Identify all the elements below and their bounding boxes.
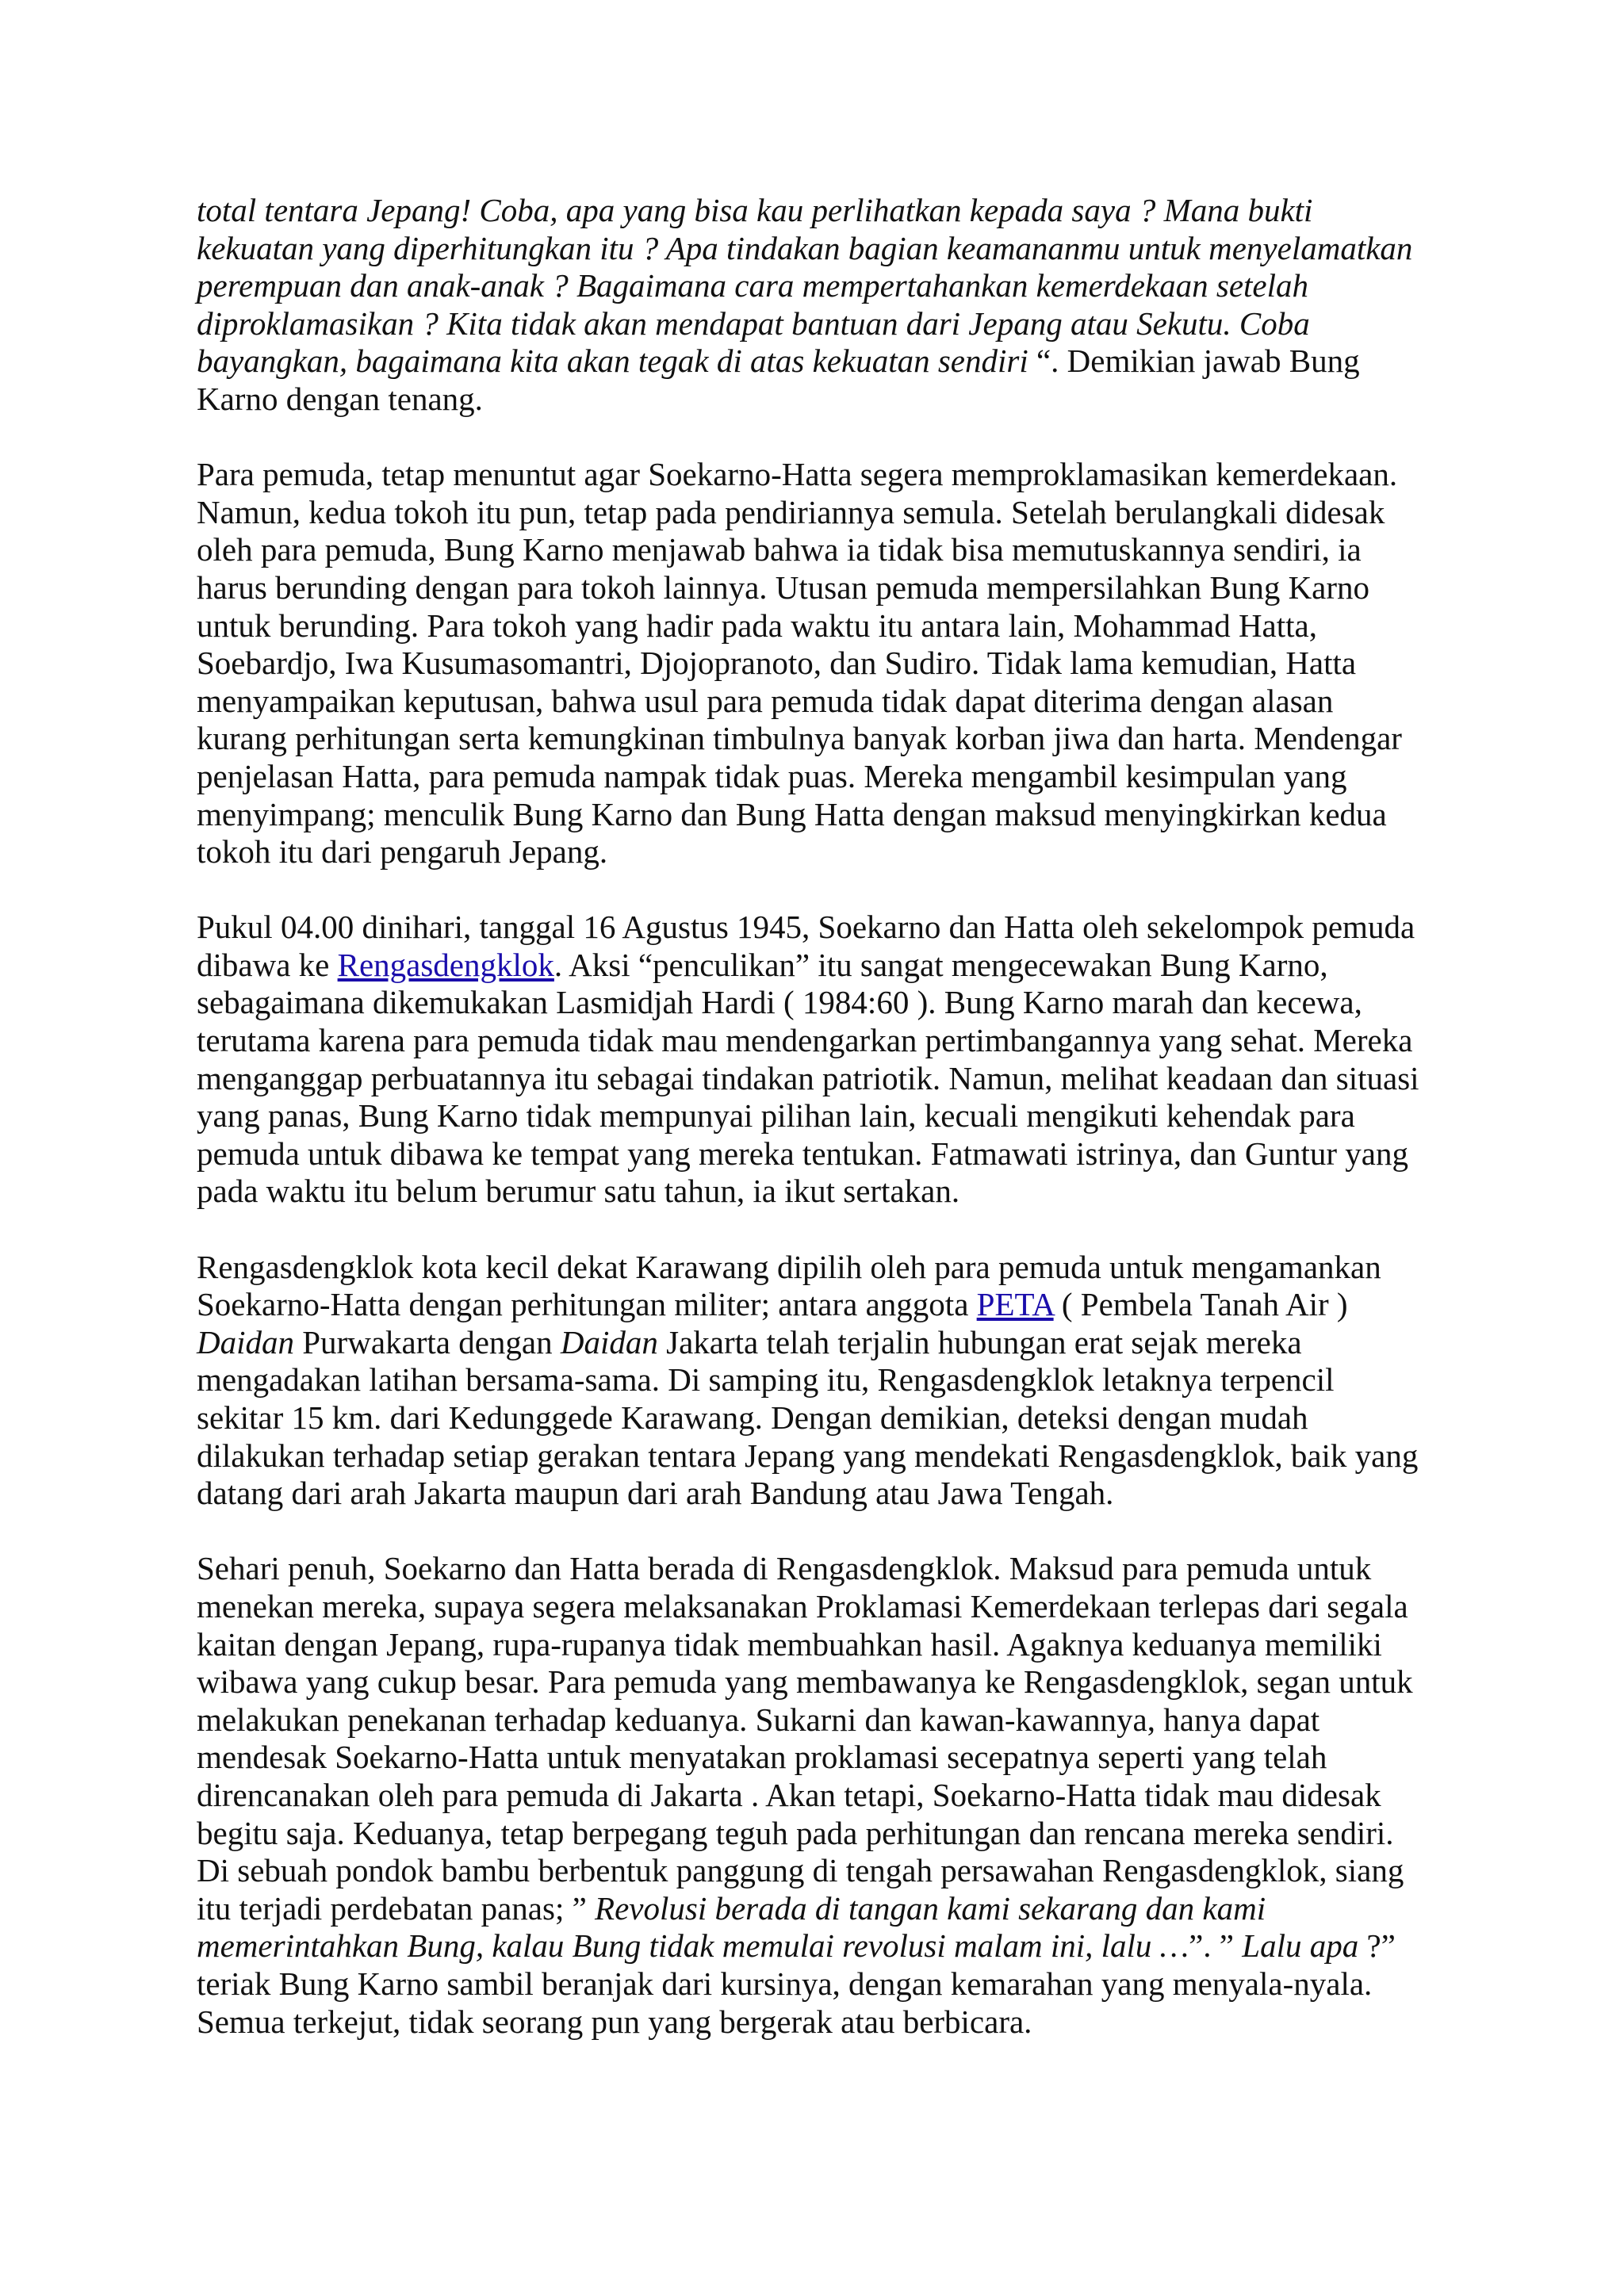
term-italic: Daidan bbox=[197, 1323, 294, 1360]
link-rengasdengklok[interactable]: Rengasdengklok bbox=[337, 946, 554, 983]
paragraph-3 bbox=[197, 909, 1434, 1211]
document-page bbox=[197, 192, 1434, 2041]
term-italic: Daidan bbox=[560, 1323, 658, 1360]
text-run: ?” teriak Bung Karno sambil beranjak dari kursinya, dengan kemarahan yang menyala-nyala. Semua terkejut, tidak seorang pun yang bergerak atau berbicara. bbox=[197, 1927, 1396, 2040]
text-run: . Aksi “penculikan” itu sangat mengecewakan Bung Karno, sebagaimana dikemukakan Lasmidjah Hardi ( 1984:60 ). Bung Karno marah dan kecewa, terutama karena para pemuda tidak mau mendengarkan pertimbangannya yang sehat. Mereka menganggap perbuatannya itu sebagai tindakan patriotik. Namun, melihat keadaan dan situasi yang panas, Bung Karno tidak mempunyai pilihan lain, kecuali mengikuti kehendak para pemuda untuk dibawa ke tempat yang mereka tentukan. Fatmawati istrinya, dan Guntur yang pada waktu itu belum berumur satu tahun, ia ikut sertakan. bbox=[197, 946, 1419, 1210]
text-run: Jakarta telah terjalin hubungan erat sejak mereka mengadakan latihan bersama-sama. Di samping itu, Rengasdengklok letaknya terpencil sekitar 15 km. dari Kedunggede Karawang. Dengan demikian, deteksi dengan mudah dilakukan terhadap setiap gerakan tentara Jepang yang mendekati Rengasdengklok, baik yang datang dari arah Jakarta maupun dari arah Bandung atau Jawa Tengah. bbox=[197, 1323, 1419, 1512]
paragraph-4 bbox=[197, 1249, 1434, 1513]
text-run: Sehari penuh, Soekarno dan Hatta berada di Rengasdengklok. Maksud para pemuda untuk menekan mereka, supaya segera melaksanakan Proklamasi Kemerdekaan terlepas dari segala kaitan dengan Jepang, rupa-rupanya tidak membuahkan hasil. Agaknya keduanya memiliki wibawa yang cukup besar. Para pemuda yang membawanya ke Rengasdengklok, segan untuk melakukan penekanan terhadap keduanya. Sukarni dan kawan-kawannya, hanya dapat mendesak Soekarno-Hatta untuk menyatakan proklamasi secepatnya seperti yang telah direncanakan oleh para pemuda di Jakarta . Akan tetapi, Soekarno-Hatta tidak mau didesak begitu saja. Keduanya, tetap berpegang teguh pada perhitungan dan rencana mereka sendiri. Di sebuah pondok bambu berbentuk panggung di tengah persawahan Rengasdengklok, siang itu terjadi perdebatan panas; ” bbox=[197, 1550, 1413, 1927]
paragraph-2: Para pemuda, tetap menuntut agar Soekarno-Hatta segera memproklamasikan kemerdekaan. Namun, kedua tokoh itu pun, tetap pada pendiriannya semula. Setelah berulangkali didesak oleh para pemuda, Bung Karno menjawab bahwa ia tidak bisa memutuskannya sendiri, ia harus berunding dengan para tokoh lainnya. Utusan pemuda mempersilahkan Bung Karno untuk berunding. Para tokoh yang hadir pada waktu itu antara lain, Mohammad Hatta, Soebardjo, Iwa Kusumasomantri, Djojopranoto, dan Sudiro. Tidak lama kemudian, Hatta menyampaikan keputusan, bahwa usul para pemuda tidak dapat diterima dengan alasan kurang perhitungan serta kemungkinan timbulnya banyak korban jiwa dan harta. Mendengar penjelasan Hatta, para pemuda nampak tidak puas. Mereka mengambil kesimpulan yang menyimpang; menculik Bung Karno dan Bung Hatta dengan maksud menyingkirkan kedua tokoh itu dari pengaruh Jepang. bbox=[197, 456, 1402, 871]
link-peta[interactable]: PETA bbox=[976, 1286, 1054, 1323]
paragraph-1 bbox=[197, 192, 1434, 419]
quote-italic: Revolusi berada di tangan kami sekarang dan kami memerintahkan Bung, kalau Bung tidak memulai revolusi malam ini, lalu … bbox=[197, 1889, 1266, 1965]
quote-italic: total tentara Jepang! Coba, apa yang bisa kau perlihatkan kepada saya ? Mana bukti kekuatan yang diperhitungkan itu ? Apa tindakan bagian keamananmu untuk menyelamatkan perempuan dan anak-anak ? Bagaimana cara mempertahankan kemerdekaan setelah diproklamasikan ? Kita tidak akan mendapat bantuan dari Jepang atau Sekutu. Coba bayangkan, bagaimana kita akan tegak di atas kekuatan sendiri bbox=[197, 192, 1413, 380]
text-run: “. Demikian jawab Bung Karno dengan tenang. bbox=[197, 342, 1360, 417]
text-run: ( Pembela Tanah Air ) bbox=[1061, 1286, 1348, 1323]
text-run: Pukul 04.00 dinihari, tanggal 16 Agustus 1945, Soekarno dan Hatta oleh sekelompok pemuda dibawa ke bbox=[197, 909, 1415, 983]
text-run: ”. ” bbox=[1189, 1927, 1243, 1965]
text-run: Purwakarta dengan bbox=[294, 1323, 561, 1360]
quote-italic: Lalu apa bbox=[1242, 1927, 1359, 1965]
paragraph-5 bbox=[197, 1550, 1434, 2041]
text-run: Rengasdengklok kota kecil dekat Karawang dipilih oleh para pemuda untuk mengamankan Soekarno-Hatta dengan perhitungan militer; antara anggota bbox=[197, 1248, 1381, 1323]
